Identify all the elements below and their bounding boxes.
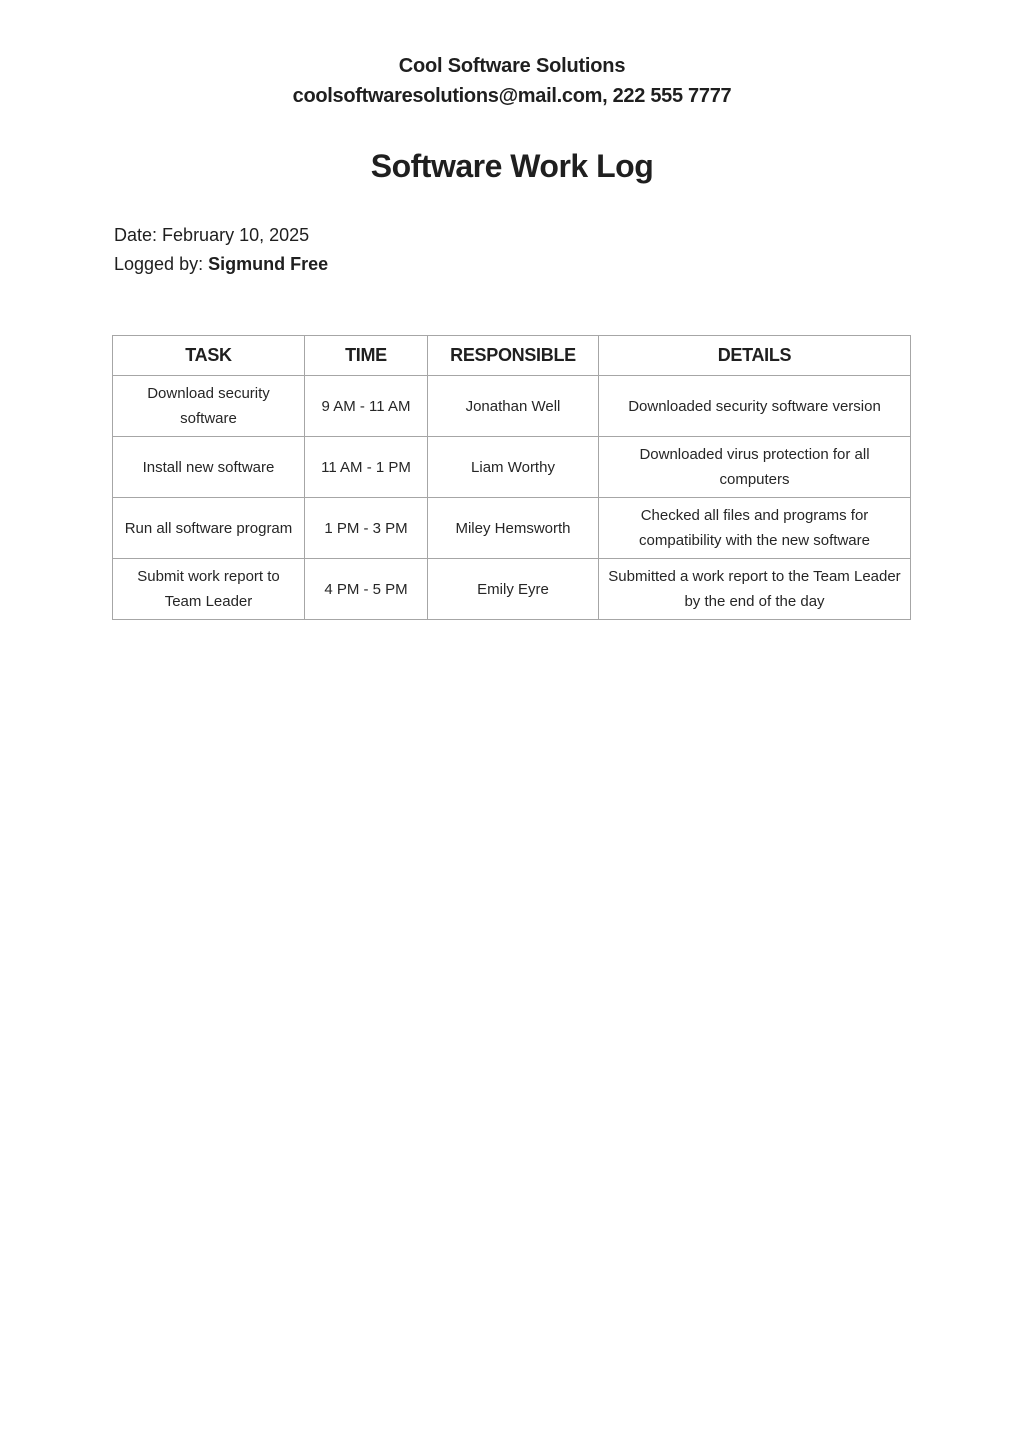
- company-contact: coolsoftwaresolutions@mail.com, 222 555 7777: [292, 85, 732, 107]
- cell-responsible: Liam Worthy: [428, 437, 599, 498]
- date-label: Date:: [114, 225, 158, 245]
- cell-responsible: Jonathan Well: [428, 376, 599, 437]
- cell-task: Download security software: [113, 376, 305, 437]
- header-task: TASK: [113, 336, 305, 376]
- header-time: TIME: [305, 336, 428, 376]
- work-log-table: [112, 335, 911, 620]
- table-row: [113, 498, 911, 559]
- table-row: [113, 376, 911, 437]
- date-line: [114, 223, 309, 247]
- cell-task: Install new software: [113, 437, 305, 498]
- logged-by-line: [114, 252, 328, 276]
- cell-responsible: Miley Hemsworth: [428, 498, 599, 559]
- cell-time: 11 AM - 1 PM: [305, 437, 428, 498]
- cell-time: 1 PM - 3 PM: [305, 498, 428, 559]
- table-row: [113, 437, 911, 498]
- table-header-row: [113, 336, 911, 376]
- cell-details: Downloaded virus protection for all computers: [599, 437, 911, 498]
- company-name: Cool Software Solutions: [398, 55, 626, 77]
- cell-responsible: Emily Eyre: [428, 559, 599, 620]
- table-row: [113, 559, 911, 620]
- cell-details: Checked all files and programs for compatibility with the new software: [599, 498, 911, 559]
- cell-task: Submit work report to Team Leader: [113, 559, 305, 620]
- cell-details: Submitted a work report to the Team Leader by the end of the day: [599, 559, 911, 620]
- header-details: DETAILS: [599, 336, 911, 376]
- logged-by-label: Logged by:: [114, 254, 204, 274]
- logged-by-value: Sigmund Free: [208, 254, 329, 274]
- document-title: Software Work Log: [370, 148, 654, 184]
- cell-time: 4 PM - 5 PM: [305, 559, 428, 620]
- cell-time: 9 AM - 11 AM: [305, 376, 428, 437]
- header-responsible: RESPONSIBLE: [428, 336, 599, 376]
- cell-task: Run all software program: [113, 498, 305, 559]
- cell-details: Downloaded security software version: [599, 376, 911, 437]
- date-value: February 10, 2025: [162, 225, 310, 245]
